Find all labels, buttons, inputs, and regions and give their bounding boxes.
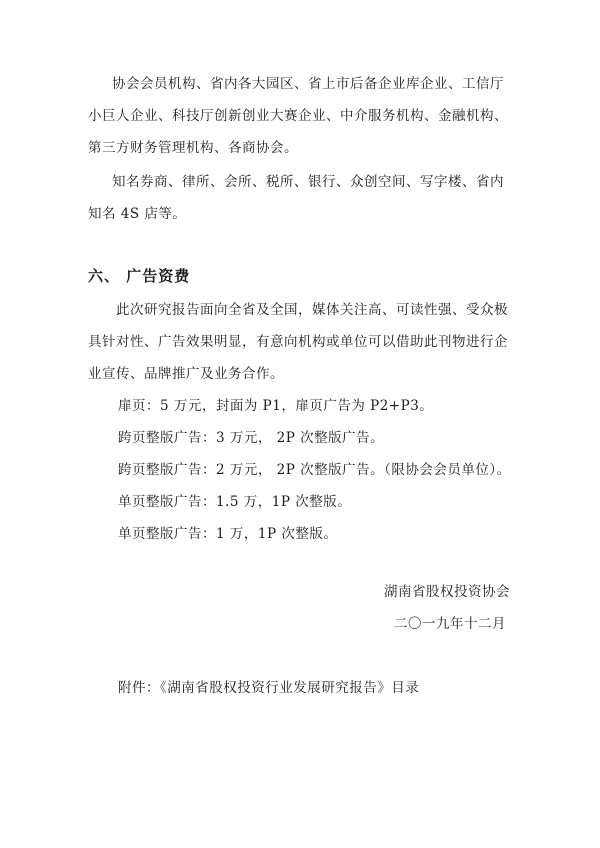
signature-date: 二〇一九年十二月 [394,616,506,632]
second-paragraph-line-1: 知名券商、律所、会所、税所、银行、众创空间、写字楼、省内 [112,174,504,190]
price-line: 单页整版广告：1 万，1P 次整版。 [118,526,338,542]
signature-organization: 湖南省股权投资协会 [384,584,510,600]
section-heading: 六、 广告资费 [88,267,191,285]
intro-line-3: 第三方财务管理机构、各商协会。 [88,140,298,156]
price-line: 扉页：5 万元，封面为 P1，扉页广告为 P2+P3。 [118,398,434,414]
price-line: 跨页整版广告：2 万元， 2P 次整版广告。（限协会会员单位）。 [118,462,511,478]
price-line: 跨页整版广告：3 万元， 2P 次整版广告。 [118,430,385,446]
section-body-line-1: 此次研究报告面向全省及全国，媒体关注高、可读性强、受众极 [116,302,508,318]
intro-line-1: 协会会员机构、省内各大园区、省上市后备企业库企业、工信厅 [112,76,504,92]
intro-line-2: 小巨人企业、科技厅创新创业大赛企业、中介服务机构、金融机构、 [88,108,508,124]
section-body-line-3: 业宣传、品牌推广及业务合作。 [88,366,284,382]
attachment-note: 附件：《湖南省股权投资行业发展研究报告》目录 [118,680,420,696]
price-line: 单页整版广告：1.5 万，1P 次整版。 [118,494,352,510]
second-paragraph-line-2: 知名 4S 店等。 [88,206,187,222]
section-body-line-2: 具针对性、广告效果明显，有意向机构或单位可以借助此刊物进行企 [88,334,508,350]
